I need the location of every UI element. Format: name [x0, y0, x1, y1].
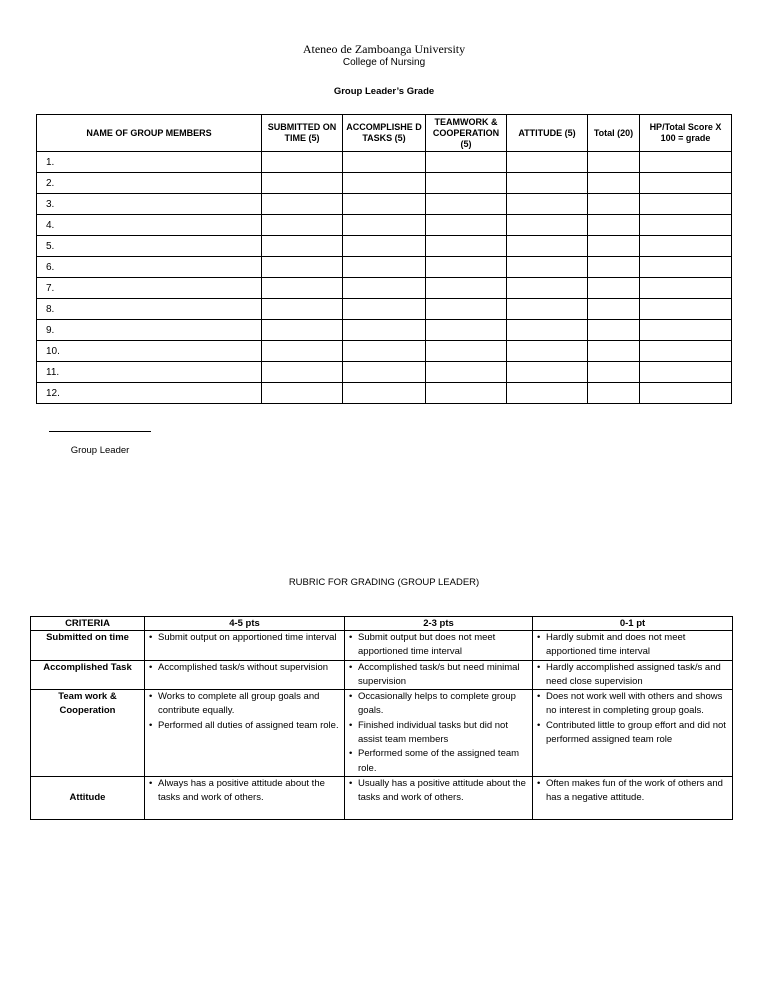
rubric-descriptor: • Hardly submit and does not meet apportioned time interval — [536, 631, 729, 660]
score-cell[interactable] — [343, 320, 426, 341]
rubric-cell-c45 — [145, 631, 345, 661]
score-cell[interactable] — [426, 215, 507, 236]
score-cell[interactable] — [507, 194, 588, 215]
score-cell[interactable] — [343, 152, 426, 173]
score-cell[interactable] — [588, 320, 640, 341]
member-number: 11. — [37, 362, 262, 383]
rubric-cell-c45 — [145, 690, 345, 777]
rubric-col-45: 4-5 pts — [145, 617, 345, 631]
rubric-cell-c23 — [345, 690, 533, 777]
score-cell[interactable] — [507, 215, 588, 236]
rubric-cell-c23 — [345, 776, 533, 819]
grade-row — [37, 215, 732, 236]
rubric-descriptor: • Works to complete all group goals and contribute equally. — [148, 690, 341, 719]
col-grade-header: HP/Total Score X 100 = grade — [640, 115, 732, 152]
score-cell[interactable] — [588, 173, 640, 194]
rubric-descriptor: • Performed some of the assigned team role. — [348, 747, 529, 776]
score-cell[interactable] — [640, 299, 732, 320]
score-cell[interactable] — [640, 152, 732, 173]
grade-row — [37, 194, 732, 215]
col-name-header: NAME OF GROUP MEMBERS — [37, 115, 262, 152]
score-cell[interactable] — [343, 236, 426, 257]
score-cell[interactable] — [262, 341, 343, 362]
member-number: 4. — [37, 215, 262, 236]
rubric-col-01: 0-1 pt — [533, 617, 733, 631]
member-number: 2. — [37, 173, 262, 194]
score-cell[interactable] — [343, 299, 426, 320]
col-submitted-header: SUBMITTED ON TIME (5) — [262, 115, 343, 152]
score-cell[interactable] — [426, 278, 507, 299]
rubric-body — [31, 631, 733, 820]
grade-table-header — [37, 115, 732, 152]
member-number: 8. — [37, 299, 262, 320]
grade-row — [37, 152, 732, 173]
score-cell[interactable] — [640, 257, 732, 278]
rubric-descriptor: • Usually has a positive attitude about the tasks and work of others. — [348, 777, 529, 806]
rubric-cell-c01 — [533, 776, 733, 819]
score-cell[interactable] — [426, 320, 507, 341]
grade-row — [37, 236, 732, 257]
score-cell[interactable] — [640, 341, 732, 362]
score-cell[interactable] — [507, 320, 588, 341]
grade-row — [37, 320, 732, 341]
score-cell[interactable] — [426, 152, 507, 173]
score-cell[interactable] — [426, 257, 507, 278]
rubric-descriptor: • Does not work well with others and shows no interest in completing group goals. — [536, 690, 729, 719]
score-cell[interactable] — [426, 383, 507, 404]
rubric-criteria: Accomplished Task — [31, 660, 145, 690]
score-cell[interactable] — [426, 173, 507, 194]
score-cell[interactable] — [588, 236, 640, 257]
score-cell[interactable] — [588, 215, 640, 236]
grade-row — [37, 278, 732, 299]
rubric-descriptor: • Submit output but does not meet apportioned time interval — [348, 631, 529, 660]
rubric-row — [31, 660, 733, 690]
grade-row — [37, 383, 732, 404]
score-cell[interactable] — [262, 362, 343, 383]
grade-row — [37, 257, 732, 278]
rubric-criteria: Team work & Cooperation — [31, 690, 145, 777]
score-cell[interactable] — [343, 278, 426, 299]
member-number: 12. — [37, 383, 262, 404]
score-cell[interactable] — [507, 341, 588, 362]
rubric-row — [31, 690, 733, 777]
score-cell[interactable] — [507, 236, 588, 257]
score-cell[interactable] — [640, 320, 732, 341]
score-cell[interactable] — [426, 341, 507, 362]
university-name: Ateneo de Zamboanga University — [302, 42, 466, 56]
col-attitude-header: ATTITUDE (5) — [507, 115, 588, 152]
member-number: 6. — [37, 257, 262, 278]
rubric-descriptor: • Always has a positive attitude about the tasks and work of others. — [148, 777, 341, 806]
score-cell[interactable] — [343, 215, 426, 236]
score-cell[interactable] — [588, 194, 640, 215]
score-cell[interactable] — [640, 236, 732, 257]
score-cell[interactable] — [262, 257, 343, 278]
score-cell[interactable] — [262, 383, 343, 404]
grade-row — [37, 362, 732, 383]
score-cell[interactable] — [588, 152, 640, 173]
score-cell[interactable] — [262, 194, 343, 215]
rubric-row — [31, 776, 733, 819]
rubric-table — [30, 616, 733, 820]
rubric-descriptor: • Finished individual tasks but did not assist team members — [348, 719, 529, 748]
rubric-descriptor: • Occasionally helps to complete group goals. — [348, 690, 529, 719]
score-cell[interactable] — [262, 278, 343, 299]
score-cell[interactable] — [640, 362, 732, 383]
rubric-cell-c23 — [345, 631, 533, 661]
grade-table-body — [37, 152, 732, 404]
rubric-row — [31, 631, 733, 661]
score-cell[interactable] — [262, 173, 343, 194]
college-name: College of Nursing — [342, 57, 426, 68]
score-cell[interactable] — [426, 299, 507, 320]
score-cell[interactable] — [507, 173, 588, 194]
rubric-descriptor: • Contributed little to group effort and did not performed assigned team role — [536, 719, 729, 748]
member-number: 1. — [37, 152, 262, 173]
score-cell[interactable] — [343, 383, 426, 404]
rubric-title: RUBRIC FOR GRADING (GROUP LEADER) — [288, 577, 480, 588]
score-cell[interactable] — [588, 383, 640, 404]
col-teamwork-header: TEAMWORK & COOPERATION (5) — [426, 115, 507, 152]
score-cell[interactable] — [343, 194, 426, 215]
member-number: 10. — [37, 341, 262, 362]
score-cell[interactable] — [507, 152, 588, 173]
score-cell[interactable] — [588, 341, 640, 362]
score-cell[interactable] — [640, 215, 732, 236]
score-cell[interactable] — [343, 362, 426, 383]
score-cell[interactable] — [588, 299, 640, 320]
score-cell[interactable] — [343, 257, 426, 278]
rubric-cell-c01 — [533, 660, 733, 690]
score-cell[interactable] — [507, 257, 588, 278]
score-cell[interactable] — [343, 341, 426, 362]
member-number: 9. — [37, 320, 262, 341]
rubric-cell-c01 — [533, 690, 733, 777]
document-title: Group Leader’s Grade — [333, 86, 435, 97]
score-cell[interactable] — [588, 257, 640, 278]
signature-label: Group Leader — [70, 445, 130, 456]
grade-row — [37, 341, 732, 362]
rubric-cell-c23 — [345, 660, 533, 690]
score-cell[interactable] — [262, 236, 343, 257]
rubric-cell-c45 — [145, 776, 345, 819]
score-cell[interactable] — [640, 383, 732, 404]
rubric-criteria: Attitude — [31, 776, 145, 819]
score-cell[interactable] — [262, 320, 343, 341]
rubric-descriptor: • Accomplished task/s but need minimal supervision — [348, 661, 529, 690]
rubric-cell-c01 — [533, 631, 733, 661]
rubric-criteria: Submitted on time — [31, 631, 145, 661]
member-number: 7. — [37, 278, 262, 299]
col-accomplished-header: ACCOMPLISHE D TASKS (5) — [343, 115, 426, 152]
rubric-descriptor: • Often makes fun of the work of others and has a negative attitude. — [536, 777, 729, 806]
grade-row — [37, 173, 732, 194]
rubric-col-23: 2-3 pts — [345, 617, 533, 631]
rubric-descriptor: • Hardly accomplished assigned task/s and need close supervision — [536, 661, 729, 690]
rubric-col-criteria: CRITERIA — [31, 617, 145, 631]
score-cell[interactable] — [588, 362, 640, 383]
signature-line — [49, 431, 151, 432]
grade-table — [36, 114, 732, 404]
score-cell[interactable] — [507, 383, 588, 404]
score-cell[interactable] — [588, 278, 640, 299]
score-cell[interactable] — [262, 152, 343, 173]
score-cell[interactable] — [640, 173, 732, 194]
score-cell[interactable] — [426, 362, 507, 383]
rubric-header — [31, 617, 733, 631]
rubric-descriptor: • Submit output on apportioned time interval — [148, 631, 341, 645]
score-cell[interactable] — [343, 173, 426, 194]
member-number: 5. — [37, 236, 262, 257]
score-cell[interactable] — [507, 362, 588, 383]
rubric-descriptor: • Accomplished task/s without supervision — [148, 661, 341, 675]
score-cell[interactable] — [640, 194, 732, 215]
rubric-descriptor: • Performed all duties of assigned team role. — [148, 719, 341, 733]
col-total-header: Total (20) — [588, 115, 640, 152]
score-cell[interactable] — [262, 299, 343, 320]
member-number: 3. — [37, 194, 262, 215]
score-cell[interactable] — [640, 278, 732, 299]
grade-row — [37, 299, 732, 320]
rubric-cell-c45 — [145, 660, 345, 690]
score-cell[interactable] — [426, 236, 507, 257]
score-cell[interactable] — [507, 278, 588, 299]
score-cell[interactable] — [507, 299, 588, 320]
score-cell[interactable] — [262, 215, 343, 236]
score-cell[interactable] — [426, 194, 507, 215]
